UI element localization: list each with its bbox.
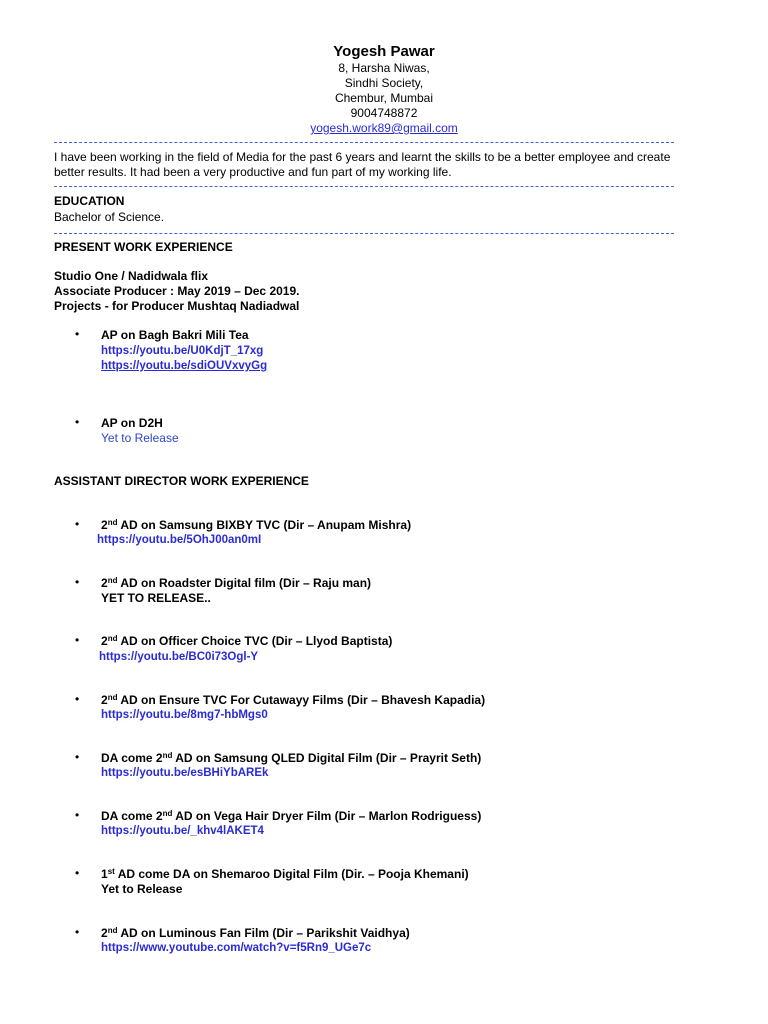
project-link[interactable]: https://youtu.be/8mg7-hbMgs0 (101, 709, 268, 721)
project-link[interactable]: https://youtu.be/5OhJ00an0mI (97, 534, 262, 546)
divider (54, 142, 674, 143)
project-link[interactable]: https://youtu.be/esBHiYbAREk (101, 767, 269, 779)
education-heading: EDUCATION (54, 194, 125, 208)
present-company: Studio One / Nadidwala flix (54, 269, 209, 283)
summary-text: I have been working in the field of Media for the past 6 years and learnt the skills to be a better employee and create better results. It had been a very productive and fun part of my working life. (54, 150, 671, 179)
education-degree: Bachelor of Science. (54, 210, 165, 224)
bullet: • (75, 808, 80, 822)
address-line-2: Sindhi Society, (344, 76, 424, 90)
present-role: Associate Producer : May 2019 – Dec 2019. (54, 284, 300, 298)
ad-item-title: DA come 2nd AD on Samsung QLED Digital Film (Dir – Prayrit Seth) (101, 751, 482, 765)
present-heading: PRESENT WORK EXPERIENCE (54, 240, 233, 254)
bullet: • (75, 517, 80, 531)
ad-item-title: 2nd AD on Samsung BIXBY TVC (Dir – Anupam Mishra) (101, 518, 412, 532)
bullet: • (75, 575, 80, 589)
bullet: • (75, 692, 80, 706)
release-status: Yet to Release (101, 882, 183, 896)
address-line-1: 8, Harsha Niwas, (338, 61, 430, 75)
present-item-title: AP on D2H (101, 416, 163, 430)
ad-item-title: 2nd AD on Luminous Fan Film (Dir – Parikshit Vaidhya) (101, 926, 410, 940)
present-item-title: AP on Bagh Bakri Mili Tea (101, 328, 249, 342)
ad-item-title: 2nd AD on Ensure TVC For Cutawayy Films (Dir – Bhavesh Kapadia) (101, 693, 486, 707)
project-link[interactable]: https://youtu.be/sdiOUVxvyGg (101, 360, 268, 372)
divider (54, 186, 674, 187)
bullet: • (75, 327, 80, 341)
bullet: • (75, 925, 80, 939)
project-link[interactable]: https://youtu.be/U0KdjT_17xg (101, 345, 264, 357)
ad-item-title: DA come 2nd AD on Vega Hair Dryer Film (Dir – Marlon Rodriguess) (101, 809, 482, 823)
bullet: • (75, 633, 80, 647)
present-projects: Projects - for Producer Mushtaq Nadiadwal (54, 299, 300, 313)
candidate-name: Yogesh Pawar (333, 43, 435, 60)
release-status: YET TO RELEASE.. (101, 591, 211, 605)
email-link[interactable]: yogesh.work89@gmail.com (310, 121, 458, 135)
ad-heading: ASSISTANT DIRECTOR WORK EXPERIENCE (54, 474, 309, 488)
ad-item-title: 1st AD come DA on Shemaroo Digital Film (Dir. – Pooja Khemani) (101, 867, 469, 881)
project-link[interactable]: https://youtu.be/_khv4lAKET4 (101, 825, 264, 837)
ad-item-title: 2nd AD on Roadster Digital film (Dir – Raju man) (101, 576, 372, 590)
bullet: • (75, 750, 80, 764)
address-line-3: Chembur, Mumbai (334, 91, 434, 105)
bullet: • (75, 866, 80, 880)
release-status: Yet to Release (101, 431, 179, 445)
bullet: • (75, 415, 80, 429)
resume-header (0, 42, 768, 136)
ad-item-title: 2nd AD on Officer Choice TVC (Dir – Llyod Baptista) (101, 634, 393, 648)
project-link[interactable]: https://www.youtube.com/watch?v=f5Rn9_UGe7c (101, 942, 372, 954)
divider (54, 233, 674, 234)
project-link[interactable]: https://youtu.be/BC0i73Ogl-Y (99, 651, 259, 663)
phone-number: 9004748872 (350, 106, 418, 120)
